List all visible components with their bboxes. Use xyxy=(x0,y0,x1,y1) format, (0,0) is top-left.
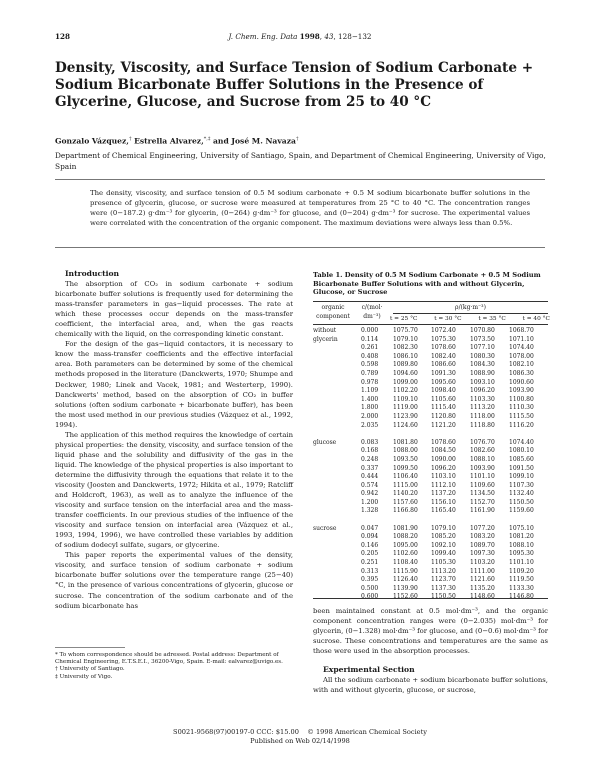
table-row xyxy=(313,593,548,602)
cell-density: 1095.30 xyxy=(509,550,534,558)
cell-density: 1101.10 xyxy=(470,473,495,481)
cell-concentration: 0.047 xyxy=(361,524,379,532)
cell-density: 1077.10 xyxy=(470,344,495,352)
cell-density: 1113.20 xyxy=(431,567,456,575)
cell-density: 1146.80 xyxy=(509,593,534,601)
author-name: and José M. Navaza xyxy=(213,136,296,146)
cell-concentration: 0.574 xyxy=(361,481,379,489)
cell-density: 1111.00 xyxy=(470,567,495,575)
journal-year: 1998 xyxy=(299,32,320,41)
cell-density: 1099.40 xyxy=(431,550,456,558)
cell-concentration: 0.444 xyxy=(361,473,379,481)
cell-density: 1088.10 xyxy=(470,455,495,463)
cell-density: 1082.40 xyxy=(431,352,456,360)
footnote-vigo: ‡ University of Vigo. xyxy=(55,673,113,680)
cell-density: 1121.20 xyxy=(431,421,456,429)
cell-density: 1076.70 xyxy=(470,438,495,446)
cell-concentration: 0.789 xyxy=(361,369,379,377)
article-title: Density, Viscosity, and Surface Tension of Sodium Carbonate + Sodium Bicarbonate Buffer Solutions in the Presence of Glycerine, Glucose, and Sucrose from 25 to 40 °C xyxy=(55,60,534,111)
cell-density: 1073.50 xyxy=(470,335,495,343)
cell-density: 1078.60 xyxy=(431,438,456,446)
table-row xyxy=(313,327,548,336)
author-mark: † xyxy=(128,136,132,142)
row-label: glycerin xyxy=(313,335,338,343)
cell-density: 1157.60 xyxy=(393,498,418,506)
cell-concentration: 2.000 xyxy=(361,412,379,420)
table-row xyxy=(313,576,548,585)
cell-density: 1072.40 xyxy=(431,327,456,334)
cell-density: 1118.80 xyxy=(470,421,495,429)
cell-concentration: 0.337 xyxy=(361,464,379,472)
cell-density: 1095.00 xyxy=(393,541,418,549)
running-head xyxy=(55,32,545,44)
section-heading-introduction: Introduction xyxy=(65,269,120,278)
table-top-rule xyxy=(313,301,548,302)
cell-density: 1088.20 xyxy=(393,533,418,541)
header-temp-30: t = 30 °C xyxy=(434,316,462,322)
cell-density: 1081.80 xyxy=(393,438,418,446)
cell-density: 1068.70 xyxy=(509,327,534,334)
cell-density: 1079.10 xyxy=(431,524,456,532)
cell-concentration: 0.146 xyxy=(361,541,379,549)
paragraph: All the sodium carbonate + sodium bicarbonate buffer solutions, with and without glycerin, glucose, or sucrose, xyxy=(313,676,548,695)
cell-density: 1105.60 xyxy=(431,395,456,403)
cell-density: 1165.40 xyxy=(431,507,456,515)
cell-density: 1089.70 xyxy=(470,541,495,549)
cell-density: 1079.10 xyxy=(393,335,418,343)
header-organic-component xyxy=(313,304,353,321)
cell-density: 1107.30 xyxy=(509,481,534,489)
cell-density: 1119.50 xyxy=(509,576,534,584)
abstract-top-rule xyxy=(55,179,545,180)
cell-density: 1081.20 xyxy=(509,533,534,541)
cell-density: 1098.40 xyxy=(431,387,456,395)
cell-density: 1166.80 xyxy=(393,507,418,515)
cell-density: 1088.90 xyxy=(470,369,495,377)
cell-concentration: 1.328 xyxy=(361,507,379,515)
cell-density: 1152.60 xyxy=(393,593,418,601)
cell-density: 1094.60 xyxy=(393,369,418,377)
cell-density: 1120.80 xyxy=(431,412,456,420)
cell-density: 1080.30 xyxy=(470,352,495,360)
affiliation: Department of Chemical Engineering, University of Santiago, Spain, and Department of Chemical Engineering, University of Vigo, Spain xyxy=(55,151,546,171)
footer-published: Published on Web 02/14/1998 xyxy=(250,737,350,745)
right-column xyxy=(313,606,548,695)
header-text: dm⁻³) xyxy=(363,312,381,320)
author-mark: † xyxy=(295,136,299,142)
author-name: Gonzalo Vázquez, xyxy=(55,136,129,146)
table-row xyxy=(313,465,548,474)
paragraph: The absorption of CO₂ in sodium carbonate + sodium bicarbonate buffer solutions is frequently used for determining the mass-transfer parameters in gas−liquid processes. The rate at which these processes occur depends on the mass-transfer coefficient, the interfacial area, and, when the gas reacts chemically with the liquid, on the corresponding kinetic constant. xyxy=(55,280,293,339)
table-row xyxy=(313,482,548,491)
cell-density: 1088.00 xyxy=(393,447,418,455)
cell-density: 1086.30 xyxy=(509,369,534,377)
cell-density: 1102.60 xyxy=(393,550,418,558)
cell-density: 1108.40 xyxy=(393,559,418,567)
cell-density: 1115.40 xyxy=(431,404,456,412)
cell-density: 1099.10 xyxy=(509,473,534,481)
paragraph: The application of this method requires the knowledge of certain physical properties: the density, viscosity, and surface tension of the liquid phase and the solubility and diffusivity of the gas in the liquid. The knowledge of the physical properties is also important to determine the diffusivity through the equations that relate it to the viscosity (Joosten and Danckwerts, 1972; Hikita et al., 1979; Ratcliff and Holdcroft, 1963), as well as to analyze the influence of the viscosity and surface tension on the interfacial area and the mass-transfer coefficients. In our previous studies of the influence of the viscosity and surface tension on interfacial area (Vázquez et al., 1993, 1994, 1996), we have controlled these variables by addition of sodium dodecyl sulfate, sugars, or glycerine. xyxy=(55,430,293,550)
cell-density: 1091.30 xyxy=(431,369,456,377)
cell-density: 1115.90 xyxy=(393,567,418,575)
table-row xyxy=(313,379,548,388)
table-row xyxy=(313,344,548,353)
cell-density: 1085.20 xyxy=(431,533,456,541)
cell-density: 1112.10 xyxy=(431,481,456,489)
cell-density: 1106.40 xyxy=(393,473,418,481)
cell-concentration: 0.598 xyxy=(361,361,379,369)
cell-density: 1099.00 xyxy=(393,378,418,386)
journal-name: J. Chem. Eng. Data xyxy=(228,32,298,41)
cell-density: 1133.30 xyxy=(509,584,534,592)
cell-density: 1109.20 xyxy=(509,567,534,575)
cell-concentration: 0.313 xyxy=(361,567,379,575)
table-row xyxy=(313,490,548,499)
cell-density: 1123.90 xyxy=(393,412,418,420)
cell-concentration: 0.251 xyxy=(361,559,379,567)
cell-density: 1092.10 xyxy=(431,541,456,549)
table-row xyxy=(313,542,548,551)
journal-citation: J. Chem. Eng. Data 1998, 43, 128−132 xyxy=(228,32,372,41)
cell-density: 1075.30 xyxy=(431,335,456,343)
cell-density: 1102.20 xyxy=(393,387,418,395)
cell-concentration: 0.600 xyxy=(361,593,379,601)
cell-density: 1074.40 xyxy=(509,344,534,352)
cell-density: 1082.30 xyxy=(393,344,418,352)
cell-density: 1077.20 xyxy=(470,524,495,532)
cell-density: 1110.30 xyxy=(509,404,534,412)
cell-concentration: 2.035 xyxy=(361,421,379,429)
cell-density: 1103.30 xyxy=(470,395,495,403)
table-body xyxy=(313,327,548,602)
cell-density: 1080.10 xyxy=(509,447,534,455)
cell-density: 1115.50 xyxy=(509,412,534,420)
cell-density: 1123.70 xyxy=(431,576,456,584)
cell-density: 1085.60 xyxy=(509,455,534,463)
cell-concentration: 0.205 xyxy=(361,550,379,558)
table-row xyxy=(313,361,548,370)
cell-density: 1091.50 xyxy=(509,464,534,472)
cell-density: 1082.10 xyxy=(509,361,534,369)
cell-concentration: 0.000 xyxy=(361,327,379,334)
table-row xyxy=(313,387,548,396)
cell-density: 1119.00 xyxy=(393,404,418,412)
cell-density: 1100.80 xyxy=(509,395,534,403)
cell-concentration: 0.248 xyxy=(361,455,379,463)
cell-density: 1095.60 xyxy=(431,378,456,386)
cell-density: 1115.00 xyxy=(393,481,418,489)
cell-density: 1118.00 xyxy=(470,412,495,420)
cell-density: 1156.10 xyxy=(431,498,456,506)
table-row xyxy=(313,559,548,568)
cell-density: 1109.10 xyxy=(393,395,418,403)
cell-density: 1075.70 xyxy=(393,327,418,334)
page-number: 128 xyxy=(55,32,71,41)
header-text: organic xyxy=(321,304,345,311)
cell-density: 1099.50 xyxy=(393,464,418,472)
cell-concentration: 1.400 xyxy=(361,395,379,403)
cell-density: 1084.30 xyxy=(470,361,495,369)
footnote-correspondence: * To whom correspondence should be adressed. Postal address: Department of Chemical Engineering, E.T.S.E.I., 36200-Vigo, Spain. E-mail: ealvarez@uvigo.es. xyxy=(55,652,283,666)
header-text: component xyxy=(316,312,350,320)
cell-density: 1071.10 xyxy=(509,335,534,343)
table-row xyxy=(313,447,548,456)
cell-concentration: 1.109 xyxy=(361,387,379,395)
cell-concentration: 0.114 xyxy=(361,335,379,343)
header-temp-35: t = 35 °C xyxy=(478,316,506,322)
cell-density: 1081.90 xyxy=(393,524,418,532)
author-mark: *,‡ xyxy=(203,136,211,142)
table-row xyxy=(313,550,548,559)
journal-volume: 43 xyxy=(324,32,334,41)
cell-density: 1096.20 xyxy=(470,387,495,395)
table-row xyxy=(313,353,548,362)
cell-density: 1078.60 xyxy=(431,344,456,352)
cell-concentration: 0.500 xyxy=(361,584,379,592)
cell-concentration: 0.942 xyxy=(361,490,379,498)
table-row xyxy=(313,499,548,508)
cell-density: 1093.90 xyxy=(509,387,534,395)
cell-density: 1124.60 xyxy=(393,421,418,429)
cell-density: 1093.50 xyxy=(393,455,418,463)
cell-concentration: 0.094 xyxy=(361,533,379,541)
cell-density: 1137.30 xyxy=(431,584,456,592)
paragraph: This paper reports the experimental values of the density, viscosity, and surface tension of sodium carbonate + sodium bicarbonate buffer solutions over the temperature range (25−40) °C, in the presence of various concentrations of glycerin, glucose or sucrose. The concentration of the sodium carbonate and of the sodium bicarbonate has xyxy=(55,551,293,610)
cell-concentration: 0.395 xyxy=(361,576,379,584)
cell-density: 1083.20 xyxy=(470,533,495,541)
footnote-santiago: † University of Santiago. xyxy=(55,666,125,673)
cell-density: 1126.40 xyxy=(393,576,418,584)
cell-density: 1082.60 xyxy=(470,447,495,455)
cell-density: 1070.80 xyxy=(470,327,495,334)
cell-density: 1084.50 xyxy=(431,447,456,455)
header-concentration xyxy=(358,304,386,321)
cell-density: 1109.60 xyxy=(470,481,495,489)
left-column xyxy=(55,269,293,611)
table-caption: Table 1. Density of 0.5 M Sodium Carbonate + 0.5 M Sodium Bicarbonate Buffer Solutions with and without Glycerin, Glucose, or Sucrose xyxy=(313,271,541,297)
cell-density: 1103.10 xyxy=(431,473,456,481)
header-temp-25: t = 25 °C xyxy=(390,316,418,322)
cell-density: 1137.20 xyxy=(431,490,456,498)
cell-density: 1103.20 xyxy=(470,559,495,567)
table-row xyxy=(313,456,548,465)
cell-density: 1139.90 xyxy=(393,584,418,592)
page-footer xyxy=(0,728,600,746)
footer-identifier: S0021-9568(97)00197-0 CCC: $15.00 © 1998 American Chemical Society xyxy=(173,728,427,736)
cell-concentration: 0.978 xyxy=(361,378,379,386)
table-group xyxy=(313,525,548,602)
table-row xyxy=(313,336,548,345)
cell-density: 1150.50 xyxy=(431,593,456,601)
cell-density: 1113.20 xyxy=(470,404,495,412)
table-header-rule xyxy=(313,324,548,325)
table-row xyxy=(313,585,548,594)
table-row xyxy=(313,396,548,405)
section-heading-experimental: Experimental Section xyxy=(323,665,415,675)
cell-density: 1116.20 xyxy=(509,421,534,429)
cell-density: 1140.20 xyxy=(393,490,418,498)
cell-density: 1090.60 xyxy=(509,378,534,386)
cell-density: 1132.40 xyxy=(509,490,534,498)
cell-density: 1135.20 xyxy=(470,584,495,592)
cell-density: 1105.30 xyxy=(431,559,456,567)
cell-density: 1093.90 xyxy=(470,464,495,472)
cell-density: 1078.00 xyxy=(509,352,534,360)
cell-concentration: 1.800 xyxy=(361,404,379,412)
header-density-group: ρ/(kg·m⁻³) xyxy=(455,304,486,311)
author-list xyxy=(55,136,535,146)
cell-concentration: 0.261 xyxy=(361,344,379,352)
cell-density: 1121.60 xyxy=(470,576,495,584)
table-row xyxy=(313,404,548,413)
table-group xyxy=(313,327,548,430)
abstract-bottom-rule xyxy=(55,247,545,248)
table-row xyxy=(313,507,548,516)
cell-density: 1086.60 xyxy=(431,361,456,369)
cell-density: 1075.10 xyxy=(509,524,534,532)
table-row xyxy=(313,473,548,482)
cell-concentration: 0.168 xyxy=(361,447,379,455)
cell-density: 1088.10 xyxy=(509,541,534,549)
journal-pages: 128−132 xyxy=(338,32,372,41)
cell-density: 1152.70 xyxy=(470,498,495,506)
paragraph: For the design of the gas−liquid contactors, it is necessary to know the mass-transfer coefficients and the effective interfacial area. Both parameters can be determined by some of the chemical methods proposed in the literature (Danckwerts, 1970; Shumpe and Deckwer, 1980; Linek and Vacek, 1981; and Westerterp, 1990). Danckwerts' method, based on the absorption of CO₂ in buffer solutions (often sodium carbonate + bicarbonate buffer), has been the most used method in our previous studies (Vázquez et al., 1992, 1994). xyxy=(55,340,293,429)
row-label: glucose xyxy=(313,438,337,446)
table-group xyxy=(313,439,548,516)
cell-density: 1150.50 xyxy=(509,498,534,506)
cell-concentration: 1.200 xyxy=(361,498,379,506)
cell-concentration: 0.083 xyxy=(361,438,379,446)
cell-density: 1096.20 xyxy=(431,464,456,472)
abstract: The density, viscosity, and surface tension of 0.5 M sodium carbonate + 0.5 M sodium bicarbonate buffer solutions in the presence of glycerin, glucose, or sucrose were measured at temperatures from 25 °C to 40 °C. The concentration ranges were (0−187.2) g·dm⁻³ for glycerin, (0−264) g·dm⁻³ for glucose, and (0−204) g·dm⁻³ for sucrose. The experimental values were correlated with the concentration of the organic component. The maximum deviations were always less than 0.5%. xyxy=(90,189,530,228)
author-name: Estrella Alvarez, xyxy=(134,136,204,146)
cell-density: 1159.60 xyxy=(509,507,534,515)
table-row xyxy=(313,413,548,422)
table-row xyxy=(313,370,548,379)
footnotes xyxy=(55,652,293,681)
table-row xyxy=(313,439,548,448)
cell-density: 1097.30 xyxy=(470,550,495,558)
row-label: sucrose xyxy=(313,524,337,532)
cell-density: 1148.60 xyxy=(470,593,495,601)
cell-density: 1093.10 xyxy=(470,378,495,386)
cell-density: 1161.90 xyxy=(470,507,495,515)
header-temp-40: t = 40 °C xyxy=(522,316,550,322)
header-text: c/(mol· xyxy=(361,304,383,311)
cell-density: 1089.80 xyxy=(393,361,418,369)
table-group-rule xyxy=(393,313,548,314)
paragraph-continuation: been maintained constant at 0.5 mol·dm⁻³, and the organic component concentration ranges were (0−2.035) mol·dm⁻³ for glycerin, (0−1.328) mol·dm⁻³ for glucose, and (0−0.6) mol·dm⁻³ for sucrose. These concentrations and temperatures are the same as those were used in the absorption processes. xyxy=(313,607,548,656)
cell-density: 1090.00 xyxy=(431,455,456,463)
row-label: without xyxy=(313,327,337,334)
cell-density: 1086.10 xyxy=(393,352,418,360)
table-row xyxy=(313,422,548,431)
cell-concentration: 0.408 xyxy=(361,352,379,360)
cell-density: 1134.50 xyxy=(470,490,495,498)
footnote-rule xyxy=(55,647,125,648)
header-temperatures xyxy=(390,316,550,322)
cell-density: 1074.40 xyxy=(509,438,534,446)
cell-density: 1101.10 xyxy=(509,559,534,567)
table-row xyxy=(313,525,548,534)
table-row xyxy=(313,533,548,542)
table-row xyxy=(313,568,548,577)
